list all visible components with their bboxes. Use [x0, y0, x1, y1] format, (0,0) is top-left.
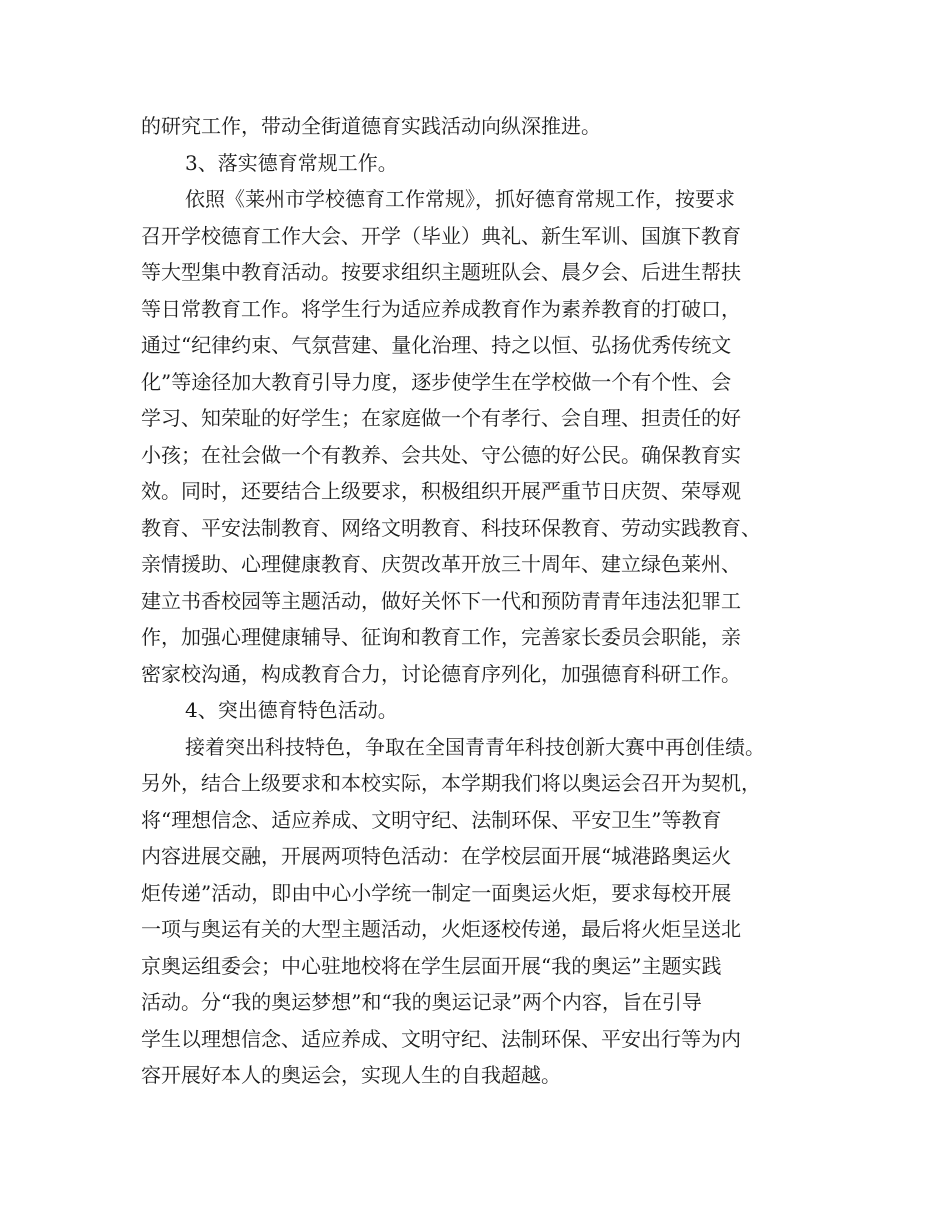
text-line: 学生以理想信念、适应养成、文明守纪、法制环保、平安出行等为内	[141, 1026, 741, 1051]
document-body	[141, 108, 821, 1094]
text-line: 活动。分“我的奥运梦想”和“我的奥运记录”两个内容，旨在引导	[141, 990, 702, 1014]
text-line: 京奥运组委会；中心驻地校将在学生层面开展“我的奥运”主题实践	[141, 953, 722, 978]
text-line: 一项与奥运有关的大型主题活动，火炬逐校传递，最后将火炬呈送北	[141, 917, 741, 941]
text-line: 接着突出科技特色，争取在全国青青年科技创新大赛中再创佳绩。	[185, 734, 765, 759]
section-heading-4: 4、突出德育特色活动。	[185, 698, 398, 722]
text-line: 效。同时，还要结合上级要求，积极组织开展严重节日庆贺、荣辱观	[141, 479, 741, 503]
text-line: 炬传递”活动，即由中心小学统一制定一面奥运火炬，要求每校开展	[141, 880, 732, 905]
section-heading-3: 3、落实德育常规工作。	[185, 150, 398, 175]
text-line: 内容进展交融，开展两项特色活动：在学校层面开展“城港路奥运火	[141, 844, 732, 868]
text-line: 另外，结合上级要求和本校实际，本学期我们将以奥运会召开为契机，	[141, 771, 761, 795]
text-line: 召开学校德育工作大会、开学（毕业）典礼、新生军训、国旗下教育	[141, 223, 741, 248]
text-line: 学习、知荣耻的好学生；在家庭做一个有孝行、会自理、担责任的好	[141, 406, 741, 430]
text-line: 小孩；在社会做一个有教养、会共处、守公德的好公民。确保教育实	[141, 442, 741, 467]
text-line: 密家校沟通，构成教育合力，讨论德育序列化，加强德育科研工作。	[141, 661, 741, 686]
text-line: 建立书香校园等主题活动，做好关怀下一代和预防青青年违法犯罪工	[141, 588, 741, 613]
text-line: 将“理想信念、适应养成、文明守纪、法制环保、平安卫生”等教育	[141, 807, 722, 832]
text-line: 的研究工作，带动全街道德育实践活动向纵深推进。	[141, 114, 601, 138]
text-line: 等日常教育工作。将学生行为适应养成教育作为素养教育的打破口，	[141, 296, 741, 321]
text-line: 作，加强心理健康辅导、征询和教育工作，完善家长委员会职能，亲	[141, 625, 741, 649]
text-line: 化”等途径加大教育引导力度，逐步使学生在学校做一个有个性、会	[141, 369, 732, 394]
text-line: 容开展好本人的奥运会，实现人生的自我超越。	[141, 1063, 561, 1087]
text-line: 等大型集中教育活动。按要求组织主题班队会、晨夕会、后进生帮扶	[141, 260, 741, 284]
text-line: 通过“纪律约束、气氛营建、量化治理、持之以恒、弘扬优秀传统文	[141, 333, 732, 357]
text-line: 亲情援助、心理健康教育、庆贺改革开放三十周年、建立绿色莱州、	[141, 552, 741, 576]
text-line: 依照《莱州市学校德育工作常规》，抓好德育常规工作，按要求	[185, 187, 735, 211]
text-line: 教育、平安法制教育、网络文明教育、科技环保教育、劳动实践教育、	[141, 515, 761, 540]
